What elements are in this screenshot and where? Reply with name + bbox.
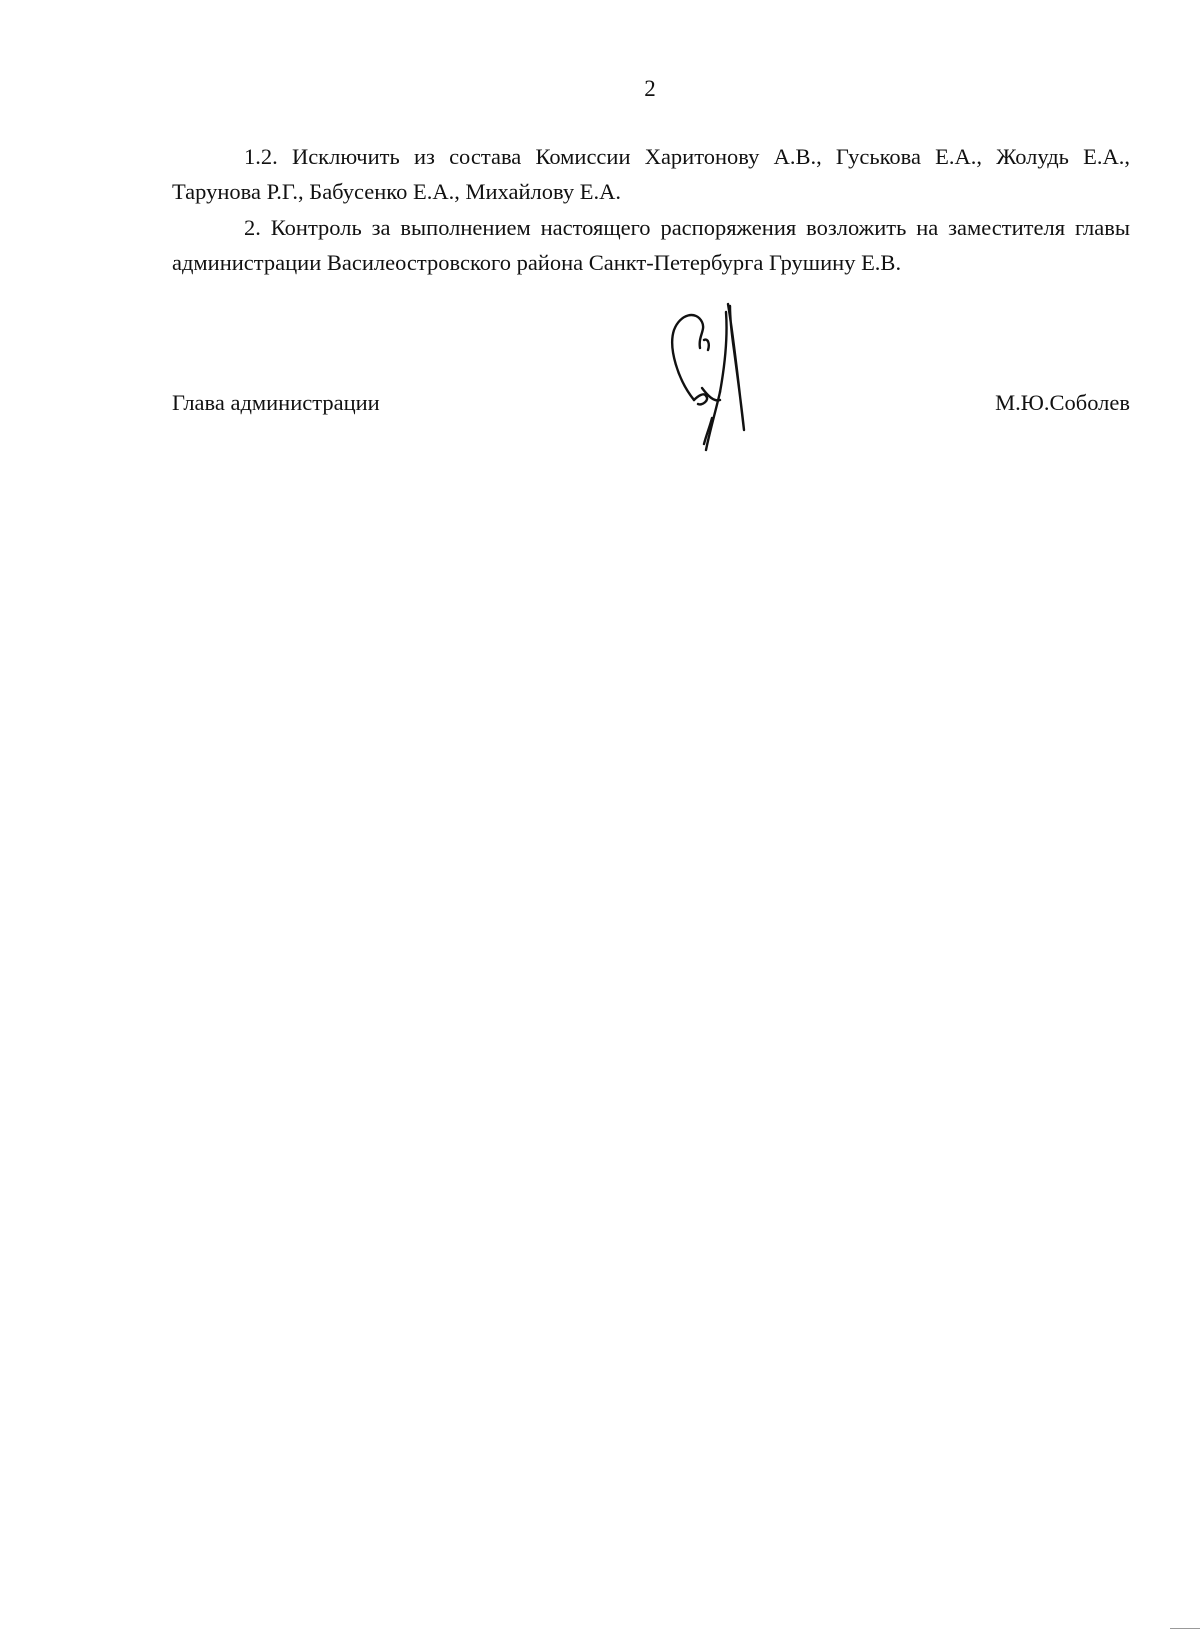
- scan-edge-mark: [1170, 1628, 1200, 1629]
- signature-block: [172, 385, 1130, 421]
- page-number: 2: [644, 76, 656, 101]
- handwritten-signature: [668, 300, 768, 470]
- signer-name: М.Ю.Соболев: [995, 390, 1130, 415]
- paragraph-control: 2. Контроль за выполнением настоящего распоряжения возложить на заместителя главы администрации Василеостровского района Санкт-Петербурга Грушину Е.В.: [172, 215, 1130, 275]
- paragraph-exclusion: 1.2. Исключить из состава Комиссии Харитонову А.В., Гуськова Е.А., Жолудь Е.А., Тарунова Р.Г., Бабусенко Е.А., Михайлову Е.А.: [172, 144, 1130, 204]
- signer-position: Глава администрации: [172, 390, 380, 415]
